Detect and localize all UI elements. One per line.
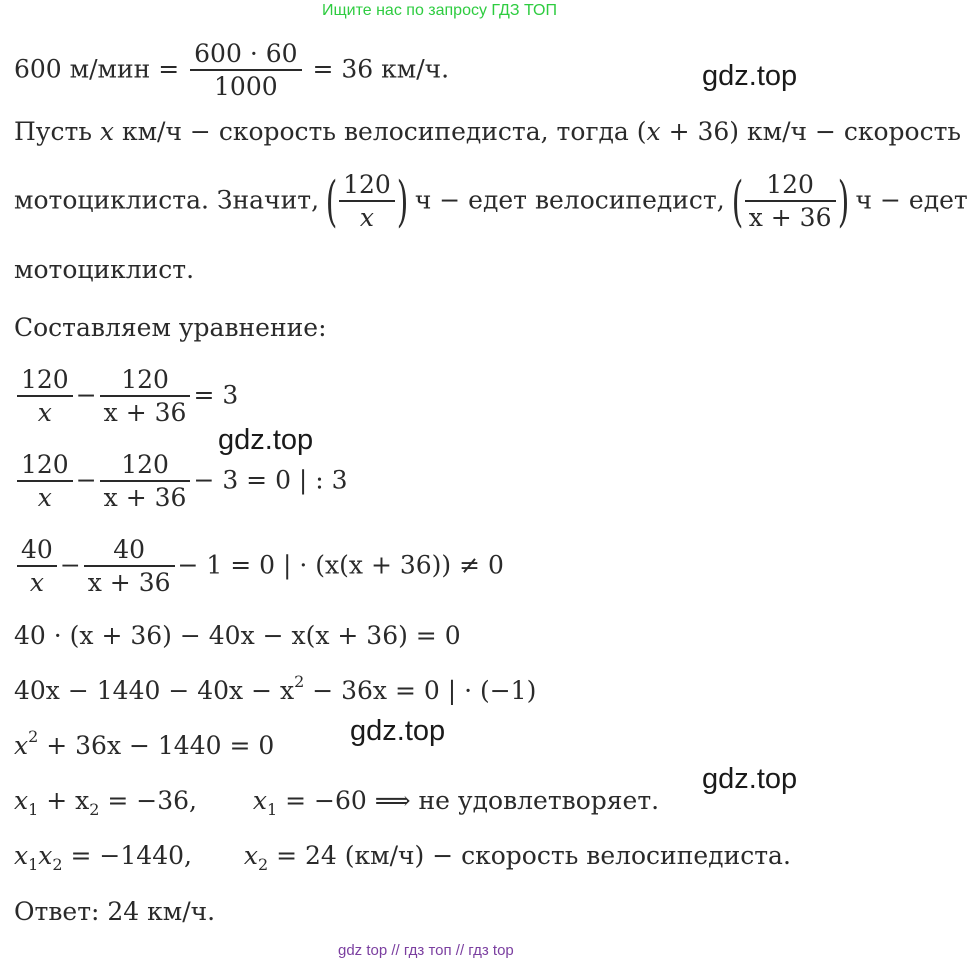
- variable-x: x: [359, 203, 374, 232]
- fraction-right: [100, 365, 191, 429]
- fraction-right: [100, 450, 191, 514]
- fraction-left: [17, 365, 73, 429]
- equation-rest: − 3 = 0 | : 3: [193, 465, 348, 495]
- operator: −: [75, 465, 97, 495]
- left-paren: (: [731, 170, 743, 233]
- fraction-denominator: x + 36: [745, 200, 836, 234]
- fraction-right: [84, 535, 175, 599]
- text-part: + 36) км/ч − скорость: [660, 117, 962, 146]
- variable-x: x: [37, 398, 52, 427]
- text-part: = −1440,: [62, 841, 192, 870]
- fraction-numerator: 40: [21, 535, 53, 564]
- variable-x: x: [14, 786, 29, 815]
- promo-header: Ищите нас по запросу ГДЗ ТОП: [322, 2, 557, 19]
- fraction-numerator: 600 · 60: [194, 39, 298, 68]
- subscript: 2: [52, 855, 63, 874]
- equation-rest: = 3: [193, 380, 239, 410]
- watermark: gdz.top: [702, 60, 798, 92]
- text-part: − 36x = 0 | · (−1): [304, 676, 537, 705]
- text-part: + x: [38, 786, 90, 815]
- variable-x: x: [243, 841, 258, 870]
- variable-x: x: [14, 731, 29, 760]
- text-part: ч − едет велосипедист,: [414, 185, 725, 215]
- text-part: ч − едет: [855, 185, 968, 215]
- equation-5: [14, 672, 537, 706]
- text-part: = −60 ⟹ не удовлетворяет.: [277, 786, 660, 815]
- text-part: 40x − 1440 − 40x − x: [14, 676, 295, 705]
- answer: Ответ: 24 км/ч.: [14, 897, 216, 926]
- fraction-denominator: x + 36: [100, 395, 191, 429]
- equation-4: 40 · (x + 36) − 40x − x(x + 36) = 0: [14, 621, 461, 650]
- equation-6: [14, 727, 275, 761]
- subscript: 1: [28, 855, 39, 874]
- text-part: + 36x − 1440 = 0: [38, 731, 275, 760]
- variable-x: x: [37, 483, 52, 512]
- footer-links: gdz top // гдз топ // гдз top: [338, 942, 514, 959]
- paragraph-3: мотоциклист.: [14, 255, 195, 284]
- right-paren: ): [396, 170, 409, 233]
- equation-3: [14, 535, 504, 599]
- variable-x: x: [646, 117, 661, 146]
- subscript: 2: [89, 800, 100, 819]
- exponent: 2: [28, 727, 39, 746]
- operator: −: [59, 550, 81, 580]
- operator: −: [75, 380, 97, 410]
- paragraph-1: [14, 117, 961, 147]
- fraction-denominator: [17, 480, 73, 514]
- variable-x: x: [14, 841, 29, 870]
- watermark: gdz.top: [350, 715, 446, 747]
- right-paren: ): [837, 170, 849, 233]
- exponent: 2: [294, 672, 305, 691]
- conversion-rhs: = 36 км/ч.: [312, 54, 450, 84]
- variable-x: x: [29, 568, 44, 597]
- fraction-denominator: [17, 395, 73, 429]
- equation-8: [14, 841, 791, 874]
- left-paren: (: [325, 170, 338, 233]
- fraction-numerator: 120: [121, 365, 169, 394]
- equation-rest: − 1 = 0 | · (x(x + 36)) ≠ 0: [177, 550, 504, 580]
- equation-1: [14, 365, 238, 429]
- text-part: = −36,: [99, 786, 197, 815]
- variable-x: x: [99, 117, 115, 146]
- fraction-numerator: 120: [766, 170, 814, 199]
- equation-7: [14, 786, 660, 819]
- text-part: км/ч − скорость велосипедиста, тогда (: [114, 117, 647, 146]
- fraction-numerator: 40: [113, 535, 146, 564]
- fraction-120-x36: [745, 170, 836, 234]
- fraction-120-x: [339, 170, 395, 234]
- variable-x: x: [38, 841, 53, 870]
- watermark: gdz.top: [702, 763, 798, 795]
- fraction-numerator: 120: [121, 450, 169, 479]
- subscript: 1: [28, 800, 39, 819]
- watermark: gdz.top: [218, 424, 314, 456]
- text-part: Пусть: [14, 117, 100, 146]
- fraction-denominator: x + 36: [84, 565, 175, 599]
- text-part: мотоциклиста. Значит,: [14, 185, 320, 215]
- fraction-left: [17, 535, 57, 599]
- fraction-denominator: x + 36: [100, 480, 191, 514]
- text-part: = 24 (км/ч) − скорость велосипедиста.: [268, 841, 791, 870]
- fraction-numerator: 120: [343, 170, 391, 199]
- fraction-denominator: [339, 200, 395, 234]
- fraction-denominator: 1000: [190, 69, 301, 103]
- variable-x: x: [252, 786, 267, 815]
- fraction-denominator: [17, 565, 57, 599]
- fraction-left: [17, 450, 73, 514]
- fraction-numerator: 120: [21, 450, 69, 479]
- conversion-fraction: [190, 39, 301, 103]
- conversion-line: [14, 39, 449, 103]
- paragraph-2: [14, 170, 968, 234]
- subscript: 2: [257, 855, 269, 874]
- subscript: 1: [267, 800, 278, 819]
- paragraph-4: Составляем уравнение:: [14, 313, 327, 342]
- conversion-lhs: 600 м/мин =: [14, 54, 180, 84]
- fraction-numerator: 120: [21, 365, 69, 394]
- equation-2: [14, 450, 348, 514]
